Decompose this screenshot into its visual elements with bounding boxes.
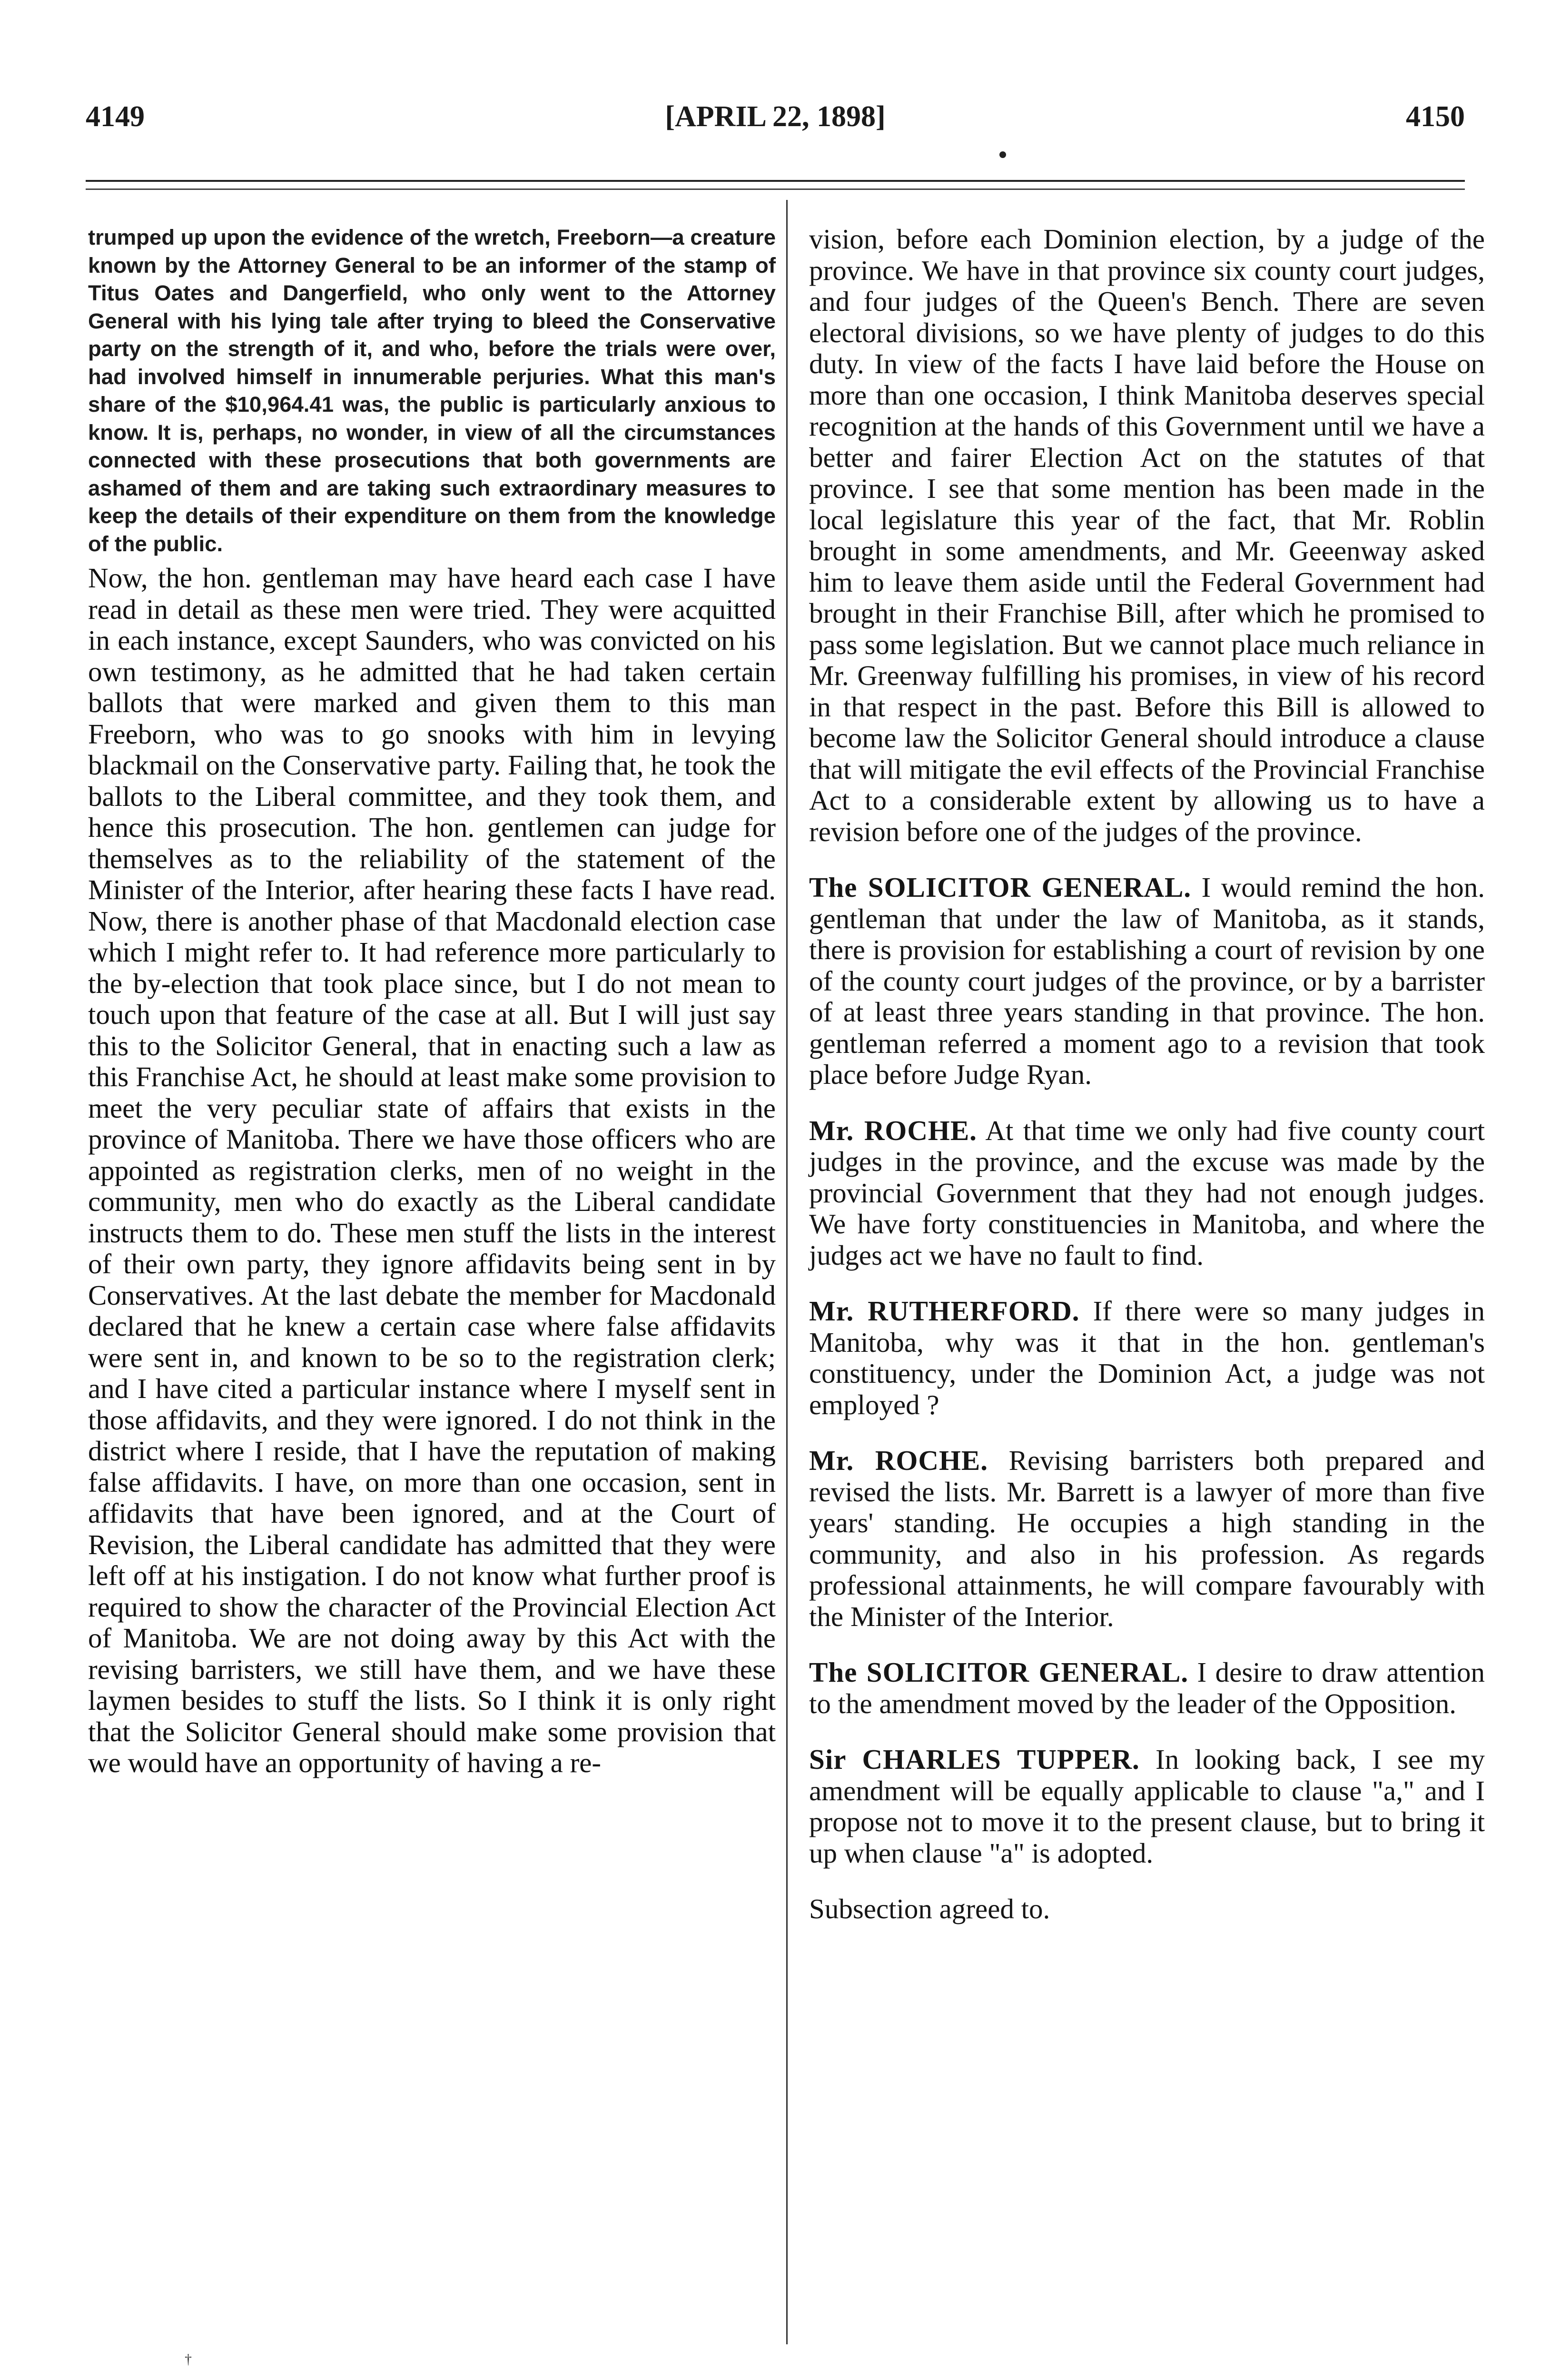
speech-entry	[809, 1296, 1485, 1420]
page-number-right: 4150	[1406, 100, 1465, 133]
speaker-name: The SOLICITOR GENERAL.	[809, 872, 1192, 903]
header-dot	[999, 151, 1006, 158]
speech-text: At that time we only had five county court judges in the province, and the excuse was made by the provincial Government that they had not enough judges. We have forty constituencies in Manitoba, and where the judges act we have no fault to find.	[809, 1114, 1485, 1271]
speech-text: In looking back, I see my amendment will be equally applicable to clause "a," and I propose not to move it to the present clause, but to bring it up when clause "a" is adopted.	[809, 1744, 1485, 1869]
closing-line: Subsection agreed to.	[809, 1893, 1050, 1924]
speech-entry	[809, 1657, 1485, 1719]
page-number-left: 4149	[86, 100, 145, 133]
speech-text: I would remind the hon. gentleman that under the law of Manitoba, as it stands, there is provision for establishing a court of revision by one of the county court judges of the province, or by a barrister of at least three years standing in that province. The hon. gentleman referred a moment ago to a revision that took place before Judge Ryan.	[809, 872, 1485, 1090]
stray-mark: †	[185, 2351, 192, 2367]
speech-entry	[809, 1115, 1485, 1271]
speaker-name: Mr. ROCHE.	[809, 1445, 988, 1476]
page-header	[86, 95, 1465, 148]
column-divider	[786, 200, 788, 2344]
quoted-passage: trumped up upon the evidence of the wretch, Freeborn—a creature known by the Attorney General to be an informer of the stamp of Titus Oates and Dangerfield, who only went to the Attorney General with his lying tale after trying to bleed the Conservative party on the strength of it, and who, before the trials were over, had involved himself in innumerable perjuries. What this man's share of the $10,964.41 was, the public is particularly anxious to know. It is, perhaps, no wonder, in view of all the circumstances connected with these prosecutions that both governments are ashamed of them and are taking such extraordinary measures to keep the details of their expenditure on them from the knowledge of the public.	[88, 225, 776, 556]
speech-text: If there were so many judges in Manitoba, why was it that in the hon. gentleman's constituency, under the Dominion Act, a judge was not employed ?	[809, 1295, 1485, 1420]
speaker-name: Mr. RUTHERFORD.	[809, 1295, 1080, 1327]
speech-paragraph: Now, the hon. gentleman may have heard each case I have read in detail as these men were tried. They were acquitted in each instance, except Saunders, who was convicted on his own testimony, as he admitted that he had taken certain ballots that were marked and given them to this man Freeborn, who was to go snooks with him in levying blackmail on the Conservative party. Failing that, he took the ballots to the Liberal committee, and they took them, and hence this prosecution. The hon. gentlemen can judge for themselves as to the reliability of the statement of the Minister of the Interior, after hearing these facts I have read. Now, there is another phase of that Macdonald election case which I might refer to. It had reference more particularly to the by-election that took place since, but I do not mean to touch upon that feature of the case at all. But I will just say this to the Solicitor General, that in enacting such a law as this Franchise Act, he should at least make some provision to meet the very peculiar state of affairs that exists in the province of Manitoba. There we have those officers who are appointed as registration clerks, men of no weight in the community, men who do exactly as the Liberal candidate instructs them to do. These men stuff the lists in the interest of their own party, they ignore affidavits being sent in by Conservatives. At the last debate the member for Macdonald declared that he knew a certain case where false affidavits were sent in, and known to be so to the registration clerk; and I have cited a particular instance where I myself sent in those affidavits, and they were ignored. I do not think in the district where I reside, that I have the reputation of making false affidavits. I have, on more than one occasion, sent in affidavits that have been ignored, and at the Court of Revision, the Liberal candidate has admitted that they were left off at his instigation. I do not know what further proof is required to show the character of the Provincial Election Act of Manitoba. We are not doing away by this Act with the revising barristers, we still have them, and we have these laymen besides to stuff the lists. So I think it is only right that the Solicitor General should make some provision that we would have an opportunity of having a re-	[88, 562, 776, 1778]
speaker-name: Sir CHARLES TUPPER.	[809, 1744, 1140, 1775]
header-rule	[86, 180, 1465, 182]
speaker-name: Mr. ROCHE.	[809, 1114, 977, 1146]
header-rule-secondary	[86, 188, 1465, 190]
speech-entry	[809, 872, 1485, 1091]
speaker-name: The SOLICITOR GENERAL.	[809, 1656, 1189, 1688]
speech-text: I desire to draw attention to the amendment moved by the leader of the Opposition.	[809, 1656, 1485, 1719]
speech-text: Revising barristers both prepared and revised the lists. Mr. Barrett is a lawyer of more than five years' standing. He occupies a high standing in the community, and also in his profession. As regards professional attainments, he will compare favourably with the Minister of the Interior.	[809, 1445, 1485, 1632]
speech-continuation: vision, before each Dominion election, by a judge of the province. We have in that province six county court judges, and four judges of the Queen's Bench. There are seven electoral divisions, so we have plenty of judges to do this duty. In view of the facts I have laid before the House on more than one occasion, I think Manitoba deserves special recognition at the hands of this Government until we have a better and fairer Election Act on the statutes of that province. I see that some mention has been made in the local legislature this year of the fact, that Mr. Roblin brought in some amendments, and Mr. Geeenway asked him to leave them aside until the Federal Government had brought in their Franchise Bill, after which he promised to pass some legislation. But we cannot place much reliance in Mr. Greenway fulfilling his promises, in view of his record in that respect in the past. Before this Bill is allowed to become law the Solicitor General should introduce a clause that will mitigate the evil effects of the Provincial Franchise Act to a considerable extent by allowing us to have a revision before one of the judges of the province.	[809, 223, 1485, 847]
speech-entry	[809, 1445, 1485, 1632]
right-column	[809, 224, 1485, 1950]
speech-entry	[809, 1744, 1485, 1869]
header-date: [APRIL 22, 1898]	[665, 100, 886, 133]
left-column	[88, 224, 776, 1779]
